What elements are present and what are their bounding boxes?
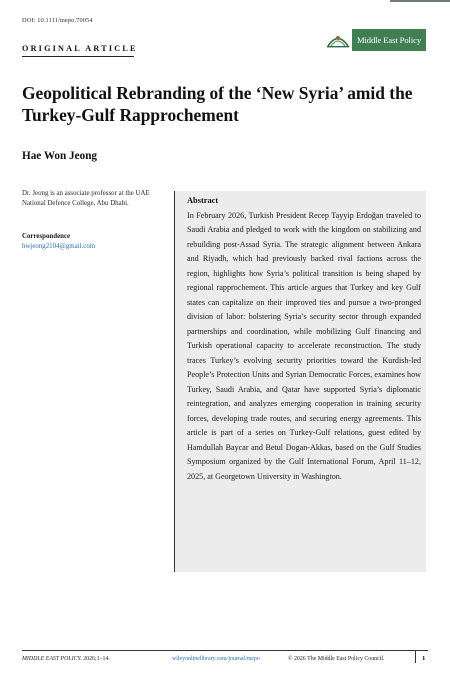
abstract-heading: Abstract — [187, 196, 219, 205]
footer-journal-url-link[interactable]: wileyonlinelibrary.com/journal/mepo — [172, 656, 260, 662]
journal-logo-text: Middle East Policy — [356, 35, 422, 45]
abstract-box — [174, 191, 426, 572]
author-affiliation: Dr. Jeong is an associate professor at the UAE National Defence College, Abu Dhabi. — [22, 190, 150, 207]
correspondence-label: Correspondence — [22, 233, 71, 240]
footer-journal-name: MIDDLE EAST POLICY. — [22, 656, 82, 662]
footer-separator — [415, 651, 416, 663]
footer-year-pages: 2026;1–14. — [83, 656, 110, 662]
journal-logo — [325, 28, 426, 52]
journal-logo-box — [352, 29, 426, 51]
correspondence-email-link[interactable]: hwjeong2104@gmail.com — [22, 243, 96, 250]
author-name: Hae Won Jeong — [22, 150, 98, 162]
journal-emblem-icon — [325, 29, 351, 51]
article-type-underline — [22, 56, 134, 57]
footer-citation — [22, 656, 110, 662]
doi-label: DOI: 10.1111/mepo.70054 — [22, 17, 93, 24]
footer-rule — [22, 650, 428, 651]
top-edge-rule — [390, 0, 450, 2]
article-title: Geopolitical Rebranding of the ‘New Syria’ amid the Turkey-Gulf Rapprochement — [22, 83, 413, 125]
page-number: 1 — [422, 655, 426, 662]
abstract-text: In February 2026, Turkish President Recep Tayyip Erdoğan traveled to Saudi Arabia and pledged to work with the kingdom on stabilizing and rebuilding post-Assad Syria. The strategic alignment between Ankara and Riyadh, which had previously backed rival factions across the region, highlights how Syria’s political transition is being shaped by regional rapprochement. This article argues that Turkey and key Gulf states can capitalize on their improved ties and pursue a two-pronged division of labor: bolstering Syria’s security sector through expanded partnerships and coordination, while mobilizing Gulf financing and Turkish operational capacity to accelerate reconstruction. The study traces Turkey’s evolving security priorities toward the Kurdish-led People’s Protection Units and Syrian Democratic Forces, examines how Turkey, Saudi Arabia, and Qatar have supported Syria’s diplomatic reintegration, and analyzes emerging cooperation in training security forces, developing trade routes, and securing energy agreements. This article is part of a series on Turkey-Gulf relations, guest edited by Hamdullah Baycar and Betul Dogan-Akkas, based on the Gulf Studies Symposium organized by the Gulf International Forum, April 11–12, 2025, at Georgetown University in Washington. — [187, 211, 421, 481]
footer-copyright: © 2026 The Middle East Policy Council. — [288, 656, 385, 662]
article-type-label: ORIGINAL ARTICLE — [22, 44, 138, 53]
